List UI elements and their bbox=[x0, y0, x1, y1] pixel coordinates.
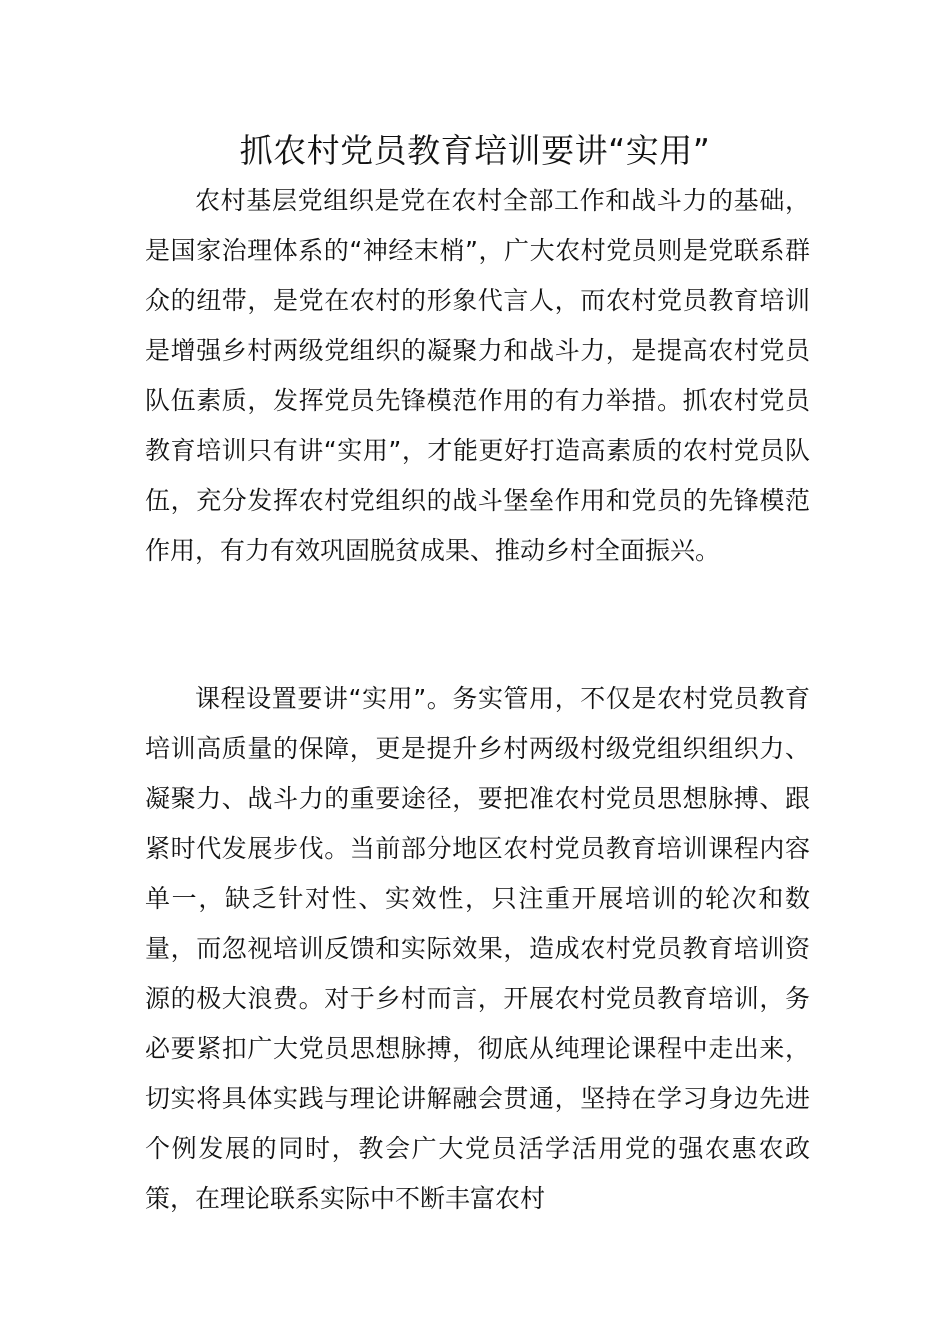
body-paragraph: 课程设置要讲“实用”。务实管用，不仅是农村党员教育培训高质量的保障，更是提升乡村两级村级党组织组织力、凝聚力、战斗力的重要途径，要把准农村党员思想脉搏、跟紧时代发展步伐。当前部分地区农村党员教育培训课程内容单一，缺乏针对性、实效性，只注重开展培训的轮次和数量，而忽视培训反馈和实际效果，造成农村党员教育培训资源的极大浪费。对于乡村而言，开展农村党员教育培训，务必要紧扣广大党员思想脉搏，彻底从纯理论课程中走出来，切实将具体实践与理论讲解融会贯通，坚持在学习身边先进个例发展的同时，教会广大党员活学活用党的强农惠农政策，在理论联系实际中不断丰富农村 bbox=[145, 684, 810, 1213]
body-paragraph: 农村基层党组织是党在农村全部工作和战斗力的基础，是国家治理体系的“神经末梢”，广大农村党员则是党联系群众的纽带，是党在农村的形象代言人，而农村党员教育培训是增强乡村两级党组织的凝聚力和战斗力，是提高农村党员队伍素质，发挥党员先锋模范作用的有力举措。抓农村党员教育培训只有讲“实用”，才能更好打造高素质的农村党员队伍，充分发挥农村党组织的战斗堡垒作用和党员的先锋模范作用，有力有效巩固脱贫成果、推动乡村全面振兴。 bbox=[145, 186, 810, 565]
document-title: 抓农村党员教育培训要讲“实用” bbox=[239, 131, 711, 170]
